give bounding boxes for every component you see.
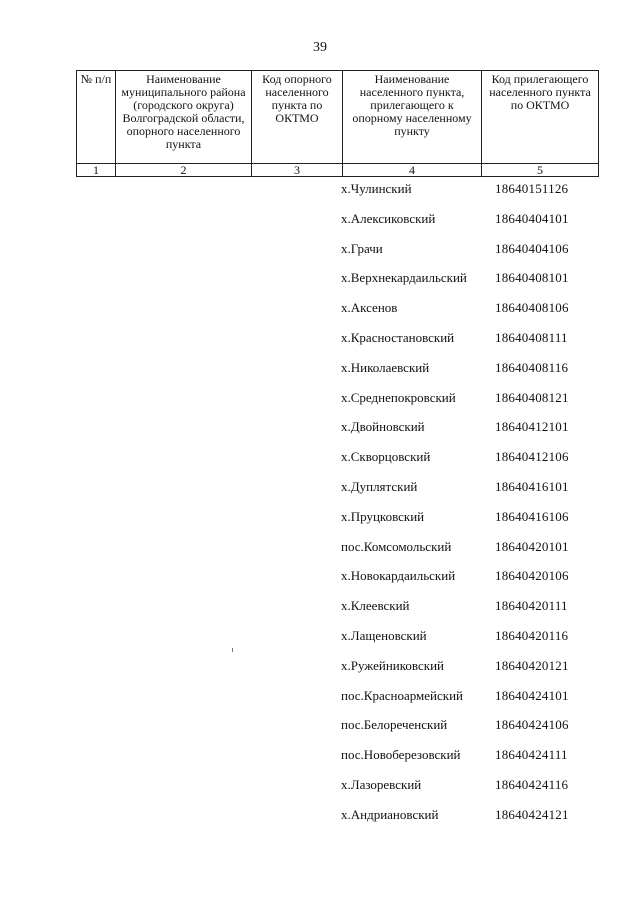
table-row [0,479,640,499]
settlement-name: х.Красностановский [341,330,455,345]
table-row [0,717,640,737]
table-row [0,181,640,201]
oktmo-code: 18640424106 [495,717,569,732]
settlement-name: х.Пруцковский [341,509,425,524]
oktmo-code: 18640424101 [495,688,569,703]
table-row [0,509,640,529]
settlement-name: пос.Новоберезовский [341,747,461,762]
oktmo-code: 18640404106 [495,241,569,256]
table-row [0,747,640,767]
settlement-name: х.Новокардаильский [341,568,456,583]
settlement-name: х.Грачи [341,241,383,256]
settlement-name: х.Лащеновский [341,628,427,643]
settlement-name: х.Клеевский [341,598,410,613]
table-row [0,449,640,469]
oktmo-code: 18640412106 [495,449,569,464]
table-header [76,70,599,177]
scan-mark [232,648,233,652]
column-number: 4 [343,164,482,177]
table-row [0,658,640,678]
oktmo-code: 18640408106 [495,300,569,315]
oktmo-code: 18640408101 [495,270,569,285]
oktmo-code: 18640420116 [495,628,569,643]
oktmo-code: 18640404101 [495,211,569,226]
settlement-name: х.Двойновский [341,419,425,434]
table-row [0,539,640,559]
settlement-name: х.Скворцовский [341,449,431,464]
table-row [0,300,640,320]
header-col-hub-code: Код опорного населенного пункта по ОКТМО [252,71,343,164]
oktmo-code: 18640412101 [495,419,569,434]
oktmo-code: 18640424116 [495,777,569,792]
oktmo-code: 18640416101 [495,479,569,494]
oktmo-code: 18640408116 [495,360,569,375]
column-number-row [77,164,599,177]
oktmo-code: 18640420106 [495,568,569,583]
oktmo-code: 18640420121 [495,658,569,673]
settlement-name: х.Дуплятский [341,479,418,494]
column-number: 5 [482,164,599,177]
table-row [0,360,640,380]
oktmo-code: 18640424111 [495,747,568,762]
settlement-name: х.Лазоревский [341,777,422,792]
table-row [0,270,640,290]
settlement-name: х.Николаевский [341,360,430,375]
table-row [0,688,640,708]
table-row [0,211,640,231]
table-row [0,330,640,350]
oktmo-code: 18640151126 [495,181,569,196]
settlement-name: х.Андриановский [341,807,439,822]
page-number: 39 [313,40,327,55]
header-col-district: Наименование муниципального района (городского округа) Волгоградской области, опорного населенного пункта [116,71,252,164]
table-row [0,568,640,588]
column-number: 1 [77,164,116,177]
table-row [0,390,640,410]
oktmo-code: 18640408111 [495,330,568,345]
table-row [0,419,640,439]
table-row [0,598,640,618]
table-row [0,807,640,827]
oktmo-code: 18640420111 [495,598,568,613]
table-row [0,777,640,797]
settlement-name: х.Чулинский [341,181,412,196]
oktmo-code: 18640424121 [495,807,569,822]
settlement-name: х.Ружейниковский [341,658,444,673]
settlement-name: х.Среднепокровский [341,390,456,405]
settlement-name: х.Верхнекардаильский [341,270,467,285]
column-number: 2 [116,164,252,177]
settlement-name: пос.Красноармейский [341,688,463,703]
oktmo-code: 18640416106 [495,509,569,524]
settlement-name: пос.Белореченский [341,717,448,732]
settlement-name: х.Алексиковский [341,211,436,226]
settlement-name: пос.Комсомольский [341,539,452,554]
table-row [0,241,640,261]
header-col-adjacent-name: Наименование населенного пункта, прилегающего к опорному населенному пункту [343,71,482,164]
header-col-number: № п/п [77,71,116,164]
table-row [0,628,640,648]
oktmo-code: 18640420101 [495,539,569,554]
header-row [77,71,599,164]
oktmo-code: 18640408121 [495,390,569,405]
column-number: 3 [252,164,343,177]
header-col-adjacent-code: Код прилегающего населенного пункта по ОКТМО [482,71,599,164]
settlement-name: х.Аксенов [341,300,398,315]
